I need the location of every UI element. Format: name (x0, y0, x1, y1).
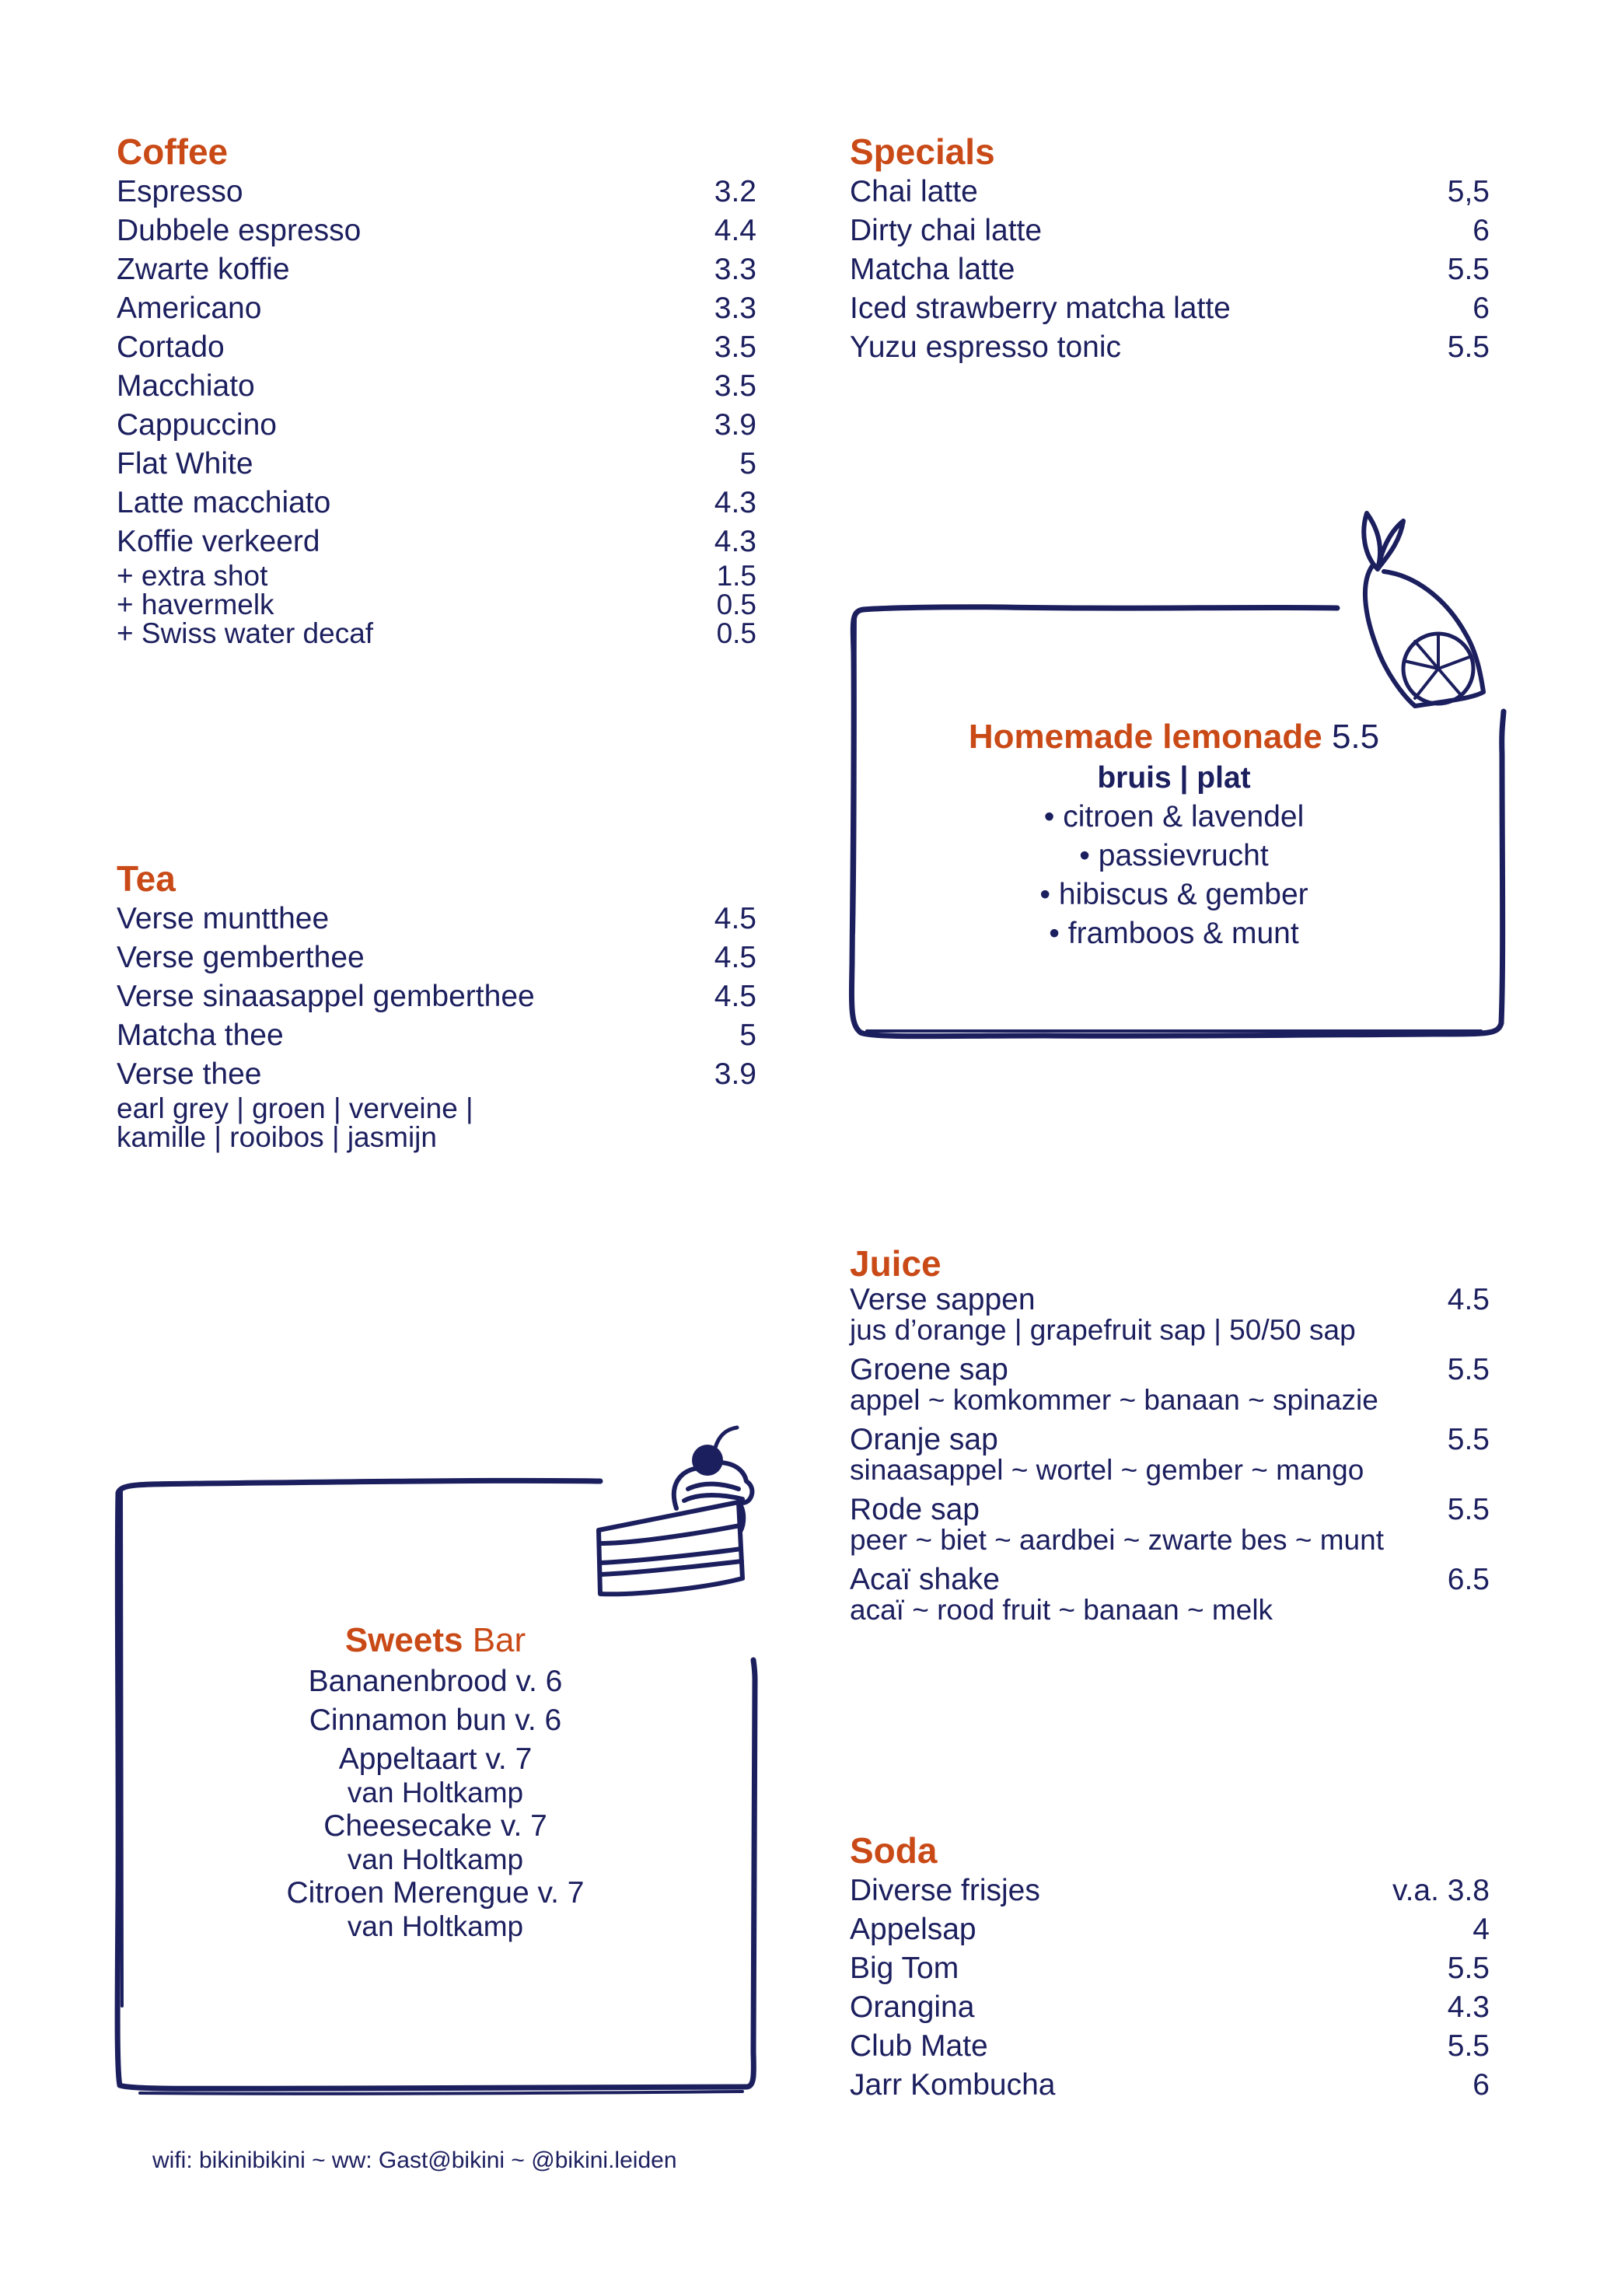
item-price: 4.5 (714, 941, 756, 974)
menu-item (850, 173, 1490, 211)
menu-item (117, 1016, 756, 1055)
soda-title: Soda (850, 1830, 938, 1871)
item-name: Yuzu espresso tonic (850, 330, 1122, 364)
item-price: 6 (1473, 292, 1490, 325)
extra-item (117, 619, 756, 648)
item-name: Dubbele espresso (117, 214, 362, 247)
item-price: 3.9 (714, 408, 756, 442)
sweets-item (140, 1874, 731, 1913)
extra-name: + Swiss water decaf (117, 617, 374, 649)
sweets-item (140, 1662, 731, 1701)
item-price: 5.5 (1447, 253, 1490, 286)
menu-item (117, 367, 756, 406)
item-name: Verse muntthee (117, 902, 330, 935)
item-name: Appelsap (850, 1913, 976, 1946)
item-description: peer ~ biet ~ aardbei ~ zwarte bes ~ munt (850, 1524, 1384, 1556)
extra-price: 0.5 (716, 617, 756, 649)
item-price: v. 7 (485, 1742, 533, 1776)
menu-item (850, 2027, 1490, 2066)
menu-item (117, 445, 756, 484)
item-price: 4.4 (714, 214, 756, 247)
item-name: Zwarte koffie (117, 253, 290, 286)
juice-title: Juice (850, 1243, 941, 1284)
juice-item (850, 1284, 1490, 1344)
menu-item (117, 522, 756, 561)
sweets-item-sub: van Holtkamp (347, 1910, 524, 1942)
tea-varieties: kamille | rooibos | jasmijn (117, 1121, 437, 1153)
extra-item (117, 590, 756, 619)
item-price: 5.5 (1447, 1493, 1490, 1526)
menu-item (117, 289, 756, 328)
item-name: Rode sap (850, 1493, 980, 1526)
item-price: 6 (1473, 214, 1490, 247)
coffee-items (117, 173, 756, 648)
item-price: 4.3 (1447, 1990, 1490, 2024)
extra-price: 0.5 (716, 589, 756, 620)
item-name: Verse thee (117, 1057, 262, 1091)
item-name: Espresso (117, 175, 243, 208)
sweets-item (140, 1701, 731, 1740)
sweets-content (140, 1619, 731, 1941)
soda-section (850, 1831, 1490, 2105)
item-name: Acaï shake (850, 1563, 1000, 1596)
item-price: 6.5 (1447, 1563, 1490, 1596)
menu-item (850, 211, 1490, 250)
sweets-item (140, 1740, 731, 1779)
item-price: 5.5 (1447, 1353, 1490, 1386)
item-price: v. 6 (515, 1665, 563, 1698)
item-name: Americano (117, 292, 262, 325)
juice-item (850, 1424, 1490, 1484)
juice-item (850, 1354, 1490, 1414)
item-name: Matcha latte (850, 253, 1015, 286)
specials-section (850, 132, 1490, 367)
menu-item (850, 250, 1490, 289)
item-price: 3.5 (714, 369, 756, 403)
item-name: Diverse frisjes (850, 1874, 1040, 1907)
item-name: Jarr Kombucha (850, 2068, 1056, 2102)
menu-item (850, 2066, 1490, 2105)
menu-item (117, 211, 756, 250)
extra-name: + extra shot (117, 560, 268, 592)
lemonade-title: Homemade lemonade (968, 718, 1322, 756)
juice-item (850, 1494, 1490, 1554)
item-price: v. 7 (537, 1876, 585, 1910)
tea-varieties: earl grey | groen | verveine | (117, 1092, 473, 1124)
sweets-item-sub: van Holtkamp (347, 1843, 524, 1875)
sweets-title-bold: Sweets (344, 1621, 463, 1659)
item-price: 4.3 (714, 525, 756, 558)
item-price: v.a. 3.8 (1392, 1874, 1490, 1907)
lemonade-flavor: • citroen & lavendel (1043, 800, 1305, 833)
item-price: 3.3 (714, 253, 756, 286)
item-description: sinaasappel ~ wortel ~ gember ~ mango (850, 1454, 1364, 1486)
item-name: Koffie verkeerd (117, 525, 320, 558)
item-name: Latte macchiato (117, 486, 331, 519)
menu-item (117, 250, 756, 289)
sweets-title-light: Bar (472, 1621, 526, 1659)
cake-slice-icon (591, 1415, 777, 1648)
item-price: 5,5 (1447, 175, 1490, 208)
tea-section (117, 859, 756, 1151)
menu-item (850, 1988, 1490, 2027)
item-name: Orangina (850, 1990, 975, 2024)
item-name: Dirty chai latte (850, 214, 1043, 247)
item-name: Verse gemberthee (117, 941, 365, 974)
sweets-item (140, 1807, 731, 1846)
item-price: 4.5 (714, 902, 756, 935)
item-price: 4 (1473, 1913, 1490, 1946)
lemonade-flavor: • passievrucht (1079, 839, 1269, 872)
menu-item (850, 1949, 1490, 1988)
menu-item (850, 1910, 1490, 1949)
extra-price: 1.5 (716, 560, 756, 592)
lemon-slice-icon (1329, 498, 1516, 715)
item-name: Verse sinaasappel gemberthee (117, 980, 535, 1013)
lemonade-price: 5.5 (1331, 718, 1380, 756)
item-price: 5.5 (1447, 330, 1490, 364)
item-name: Groene sap (850, 1353, 1008, 1386)
item-name: Cappuccino (117, 408, 277, 442)
item-name: Club Mate (850, 2029, 988, 2063)
item-price: 3.3 (714, 292, 756, 325)
item-price: 5.5 (1447, 2029, 1490, 2063)
item-price: 4.5 (714, 980, 756, 1013)
item-price: 5.5 (1447, 1952, 1490, 1985)
item-name: Matcha thee (117, 1019, 284, 1052)
lemonade-content (867, 715, 1481, 953)
sweets-box (109, 1415, 777, 2115)
item-name: Oranje sap (850, 1423, 998, 1456)
item-name: Iced strawberry matcha latte (850, 292, 1231, 325)
sweets-heading (140, 1619, 731, 1662)
item-name: Appeltaart (338, 1742, 477, 1776)
menu-item (117, 938, 756, 977)
juice-section (850, 1244, 1490, 1634)
item-name: Big Tom (850, 1952, 959, 1985)
item-description: jus d’orange | grapefruit sap | 50/50 sap (850, 1314, 1356, 1346)
menu-item (117, 173, 756, 211)
item-name: Cheesecake (323, 1809, 492, 1843)
item-price: 5 (739, 1019, 756, 1052)
item-name: Chai latte (850, 175, 978, 208)
item-description: acaï ~ rood fruit ~ banaan ~ melk (850, 1594, 1273, 1626)
menu-item (117, 900, 756, 938)
item-name: Citroen Merengue (286, 1876, 529, 1910)
extra-item (117, 561, 756, 590)
item-description: appel ~ komkommer ~ banaan ~ spinazie (850, 1384, 1378, 1416)
item-name: Bananenbrood (308, 1665, 508, 1698)
menu-item (850, 289, 1490, 328)
menu-item (117, 977, 756, 1016)
cherry-icon (692, 1445, 723, 1476)
item-price: 3.5 (714, 330, 756, 364)
item-price: v. 7 (500, 1809, 547, 1843)
coffee-title: Coffee (117, 131, 229, 172)
tea-title: Tea (117, 858, 176, 899)
menu-item (850, 328, 1490, 367)
menu-item (117, 328, 756, 367)
item-price: 3.2 (714, 175, 756, 208)
menu-item (117, 484, 756, 522)
lemonade-flavor: • framboos & munt (1049, 917, 1299, 950)
item-name: Cortado (117, 330, 225, 364)
juice-item (850, 1564, 1490, 1624)
lemonade-box (844, 498, 1528, 1073)
item-price: 4.5 (1447, 1283, 1490, 1316)
footer-info: wifi: bikinibikini ~ ww: Gast@bikini ~ @bikini.leiden (152, 2147, 677, 2173)
lemonade-flavor: • hibiscus & gember (1039, 878, 1308, 911)
coffee-section (117, 132, 756, 648)
item-price: v. 6 (515, 1704, 562, 1737)
menu-item (850, 1871, 1490, 1910)
menu-item (117, 406, 756, 445)
extra-name: + havermelk (117, 589, 274, 620)
item-name: Macchiato (117, 369, 255, 403)
sweets-item-sub: van Holtkamp (347, 1777, 524, 1808)
item-price: 4.3 (714, 486, 756, 519)
item-price: 5 (739, 447, 756, 481)
item-price: 3.9 (714, 1057, 756, 1091)
specials-title: Specials (850, 131, 995, 172)
item-name: Flat White (117, 447, 253, 481)
menu-item (117, 1055, 756, 1094)
lemonade-heading (867, 715, 1481, 759)
lemonade-options: bruis | plat (1097, 761, 1251, 795)
item-price: 6 (1473, 2068, 1490, 2102)
item-name: Verse sappen (850, 1283, 1036, 1316)
item-price: 5.5 (1447, 1423, 1490, 1456)
item-name: Cinnamon bun (309, 1704, 507, 1737)
